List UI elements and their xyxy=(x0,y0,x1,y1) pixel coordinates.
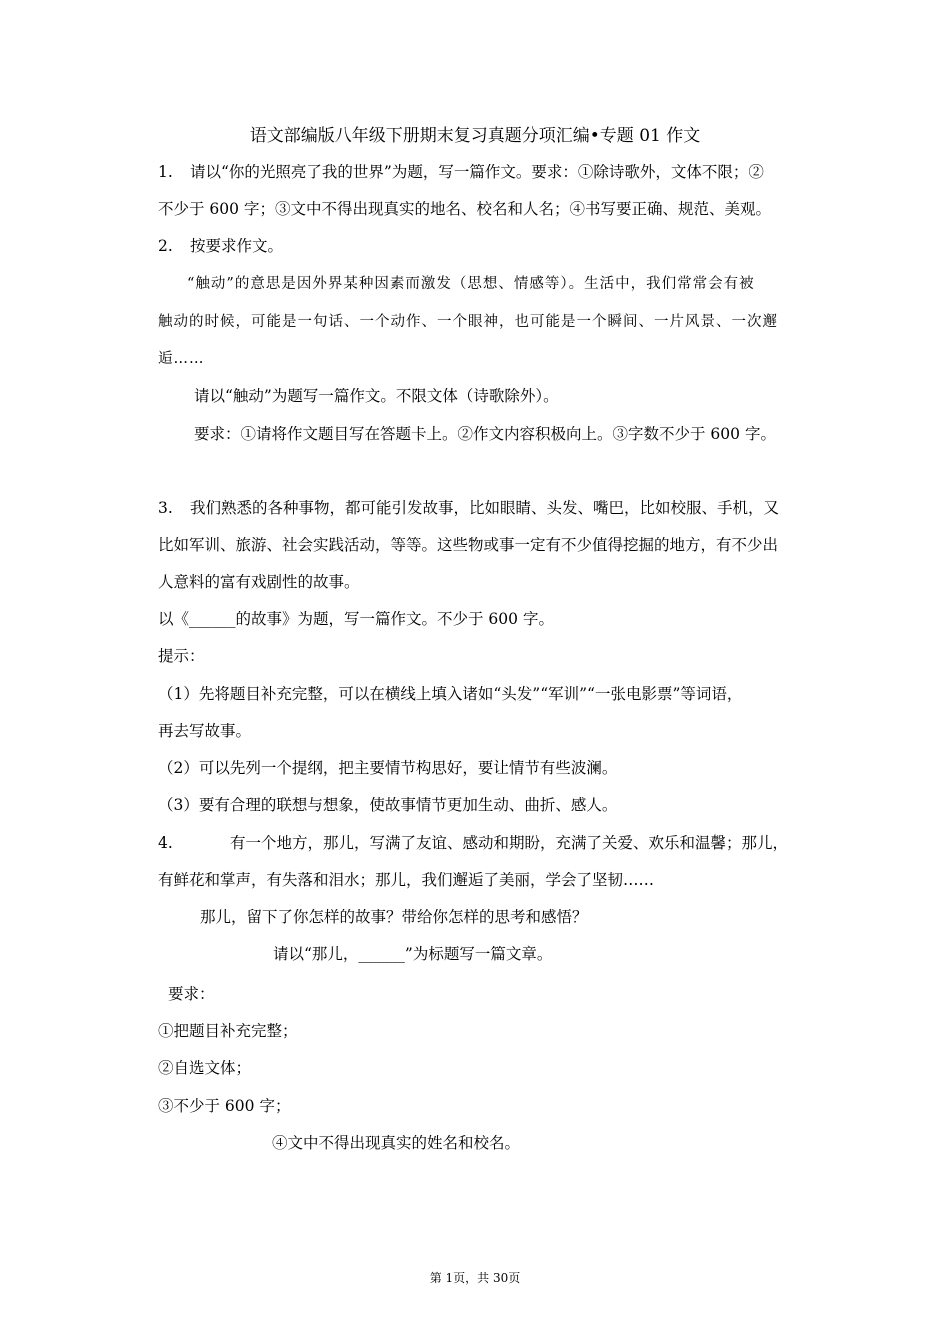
question-2-para-5: 要求：①请将作文题目写在答题卡上。②作文内容积极向上。③字数不少于 600 字。 xyxy=(194,425,776,443)
question-4-line-2: 有鲜花和掌声，有失落和泪水；那儿，我们邂逅了美丽，学会了坚韧…… xyxy=(158,871,655,889)
question-1-text-1: 请以“你的光照亮了我的世界”为题，写一篇作文。要求：①除诗歌外，文体不限；② xyxy=(190,163,764,181)
question-2-para-1: “触动”的意思是因外界某种因素而激发（思想、情感等）。生活中，我们常常会有被 xyxy=(187,276,755,292)
page-footer: 第 1页，共 30页 xyxy=(429,1271,521,1285)
question-3-line-9: （3）要有合理的联想与想象，使故事情节更加生动、曲折、感人。 xyxy=(158,796,618,814)
question-1-line-1 xyxy=(158,162,764,182)
question-2-heading xyxy=(158,236,283,256)
question-3-number: 3. xyxy=(158,499,173,517)
question-3-line-7: 再去写故事。 xyxy=(158,722,252,740)
question-4-line-7: ②自选文体； xyxy=(158,1059,252,1077)
question-3-text-1: 我们熟悉的各种事物，都可能引发故事，比如眼睛、头发、嘴巴，比如校服、手机，又 xyxy=(190,499,780,517)
question-2-para-2: 触动的时候，可能是一句话、一个动作、一个眼神，也可能是一个瞬间、一片风景、一次邂 xyxy=(158,314,778,330)
question-3-line-8: （2）可以先列一个提纲，把主要情节构思好，要让情节有些波澜。 xyxy=(158,759,618,777)
document-title: 语文部编版八年级下册期末复习真题分项汇编•专题 01 作文 xyxy=(249,126,701,146)
question-4-line-4: 请以“那儿，______”为标题写一篇文章。 xyxy=(273,945,553,963)
question-4-text-1: 有一个地方，那儿，写满了友谊、感动和期盼，充满了关爱、欢乐和温馨；那儿， xyxy=(230,834,789,852)
question-4-line-5: 要求： xyxy=(168,985,215,1003)
question-4-number: 4. xyxy=(158,834,173,852)
question-3-line-3: 人意料的富有戏剧性的故事。 xyxy=(158,573,360,591)
question-3-line-6: （1）先将题目补充完整，可以在横线上填入诸如“头发”“军训”“一张电影票”等词语， xyxy=(158,685,743,703)
question-4-line-9: ④文中不得出现真实的姓名和校名。 xyxy=(272,1134,521,1152)
question-3-line-1 xyxy=(158,498,779,518)
question-2-head-text: 按要求作文。 xyxy=(190,237,284,255)
question-2-number: 2. xyxy=(158,237,173,255)
question-4-line-8: ③不少于 600 字； xyxy=(158,1097,291,1115)
question-3-line-4: 以《______的故事》为题，写一篇作文。不少于 600 字。 xyxy=(158,610,554,628)
question-4-line-3: 那儿，留下了你怎样的故事？带给你怎样的思考和感悟？ xyxy=(200,908,588,926)
question-2-para-3: 逅…… xyxy=(158,351,205,367)
question-4-line-1 xyxy=(158,833,788,853)
question-4-line-6: ①把题目补充完整； xyxy=(158,1022,298,1040)
question-2-para-4: 请以“触动”为题写一篇作文。不限文体（诗歌除外）。 xyxy=(194,387,559,405)
question-3-line-2: 比如军训、旅游、社会实践活动，等等。这些物或事一定有不少值得挖掘的地方，有不少出 xyxy=(158,536,779,554)
question-1-number: 1. xyxy=(158,163,173,181)
question-1-line-2: 不少于 600 字；③文中不得出现真实的地名、校名和人名；④书写要正确、规范、美观。 xyxy=(158,200,771,218)
question-3-line-5: 提示： xyxy=(158,647,205,665)
